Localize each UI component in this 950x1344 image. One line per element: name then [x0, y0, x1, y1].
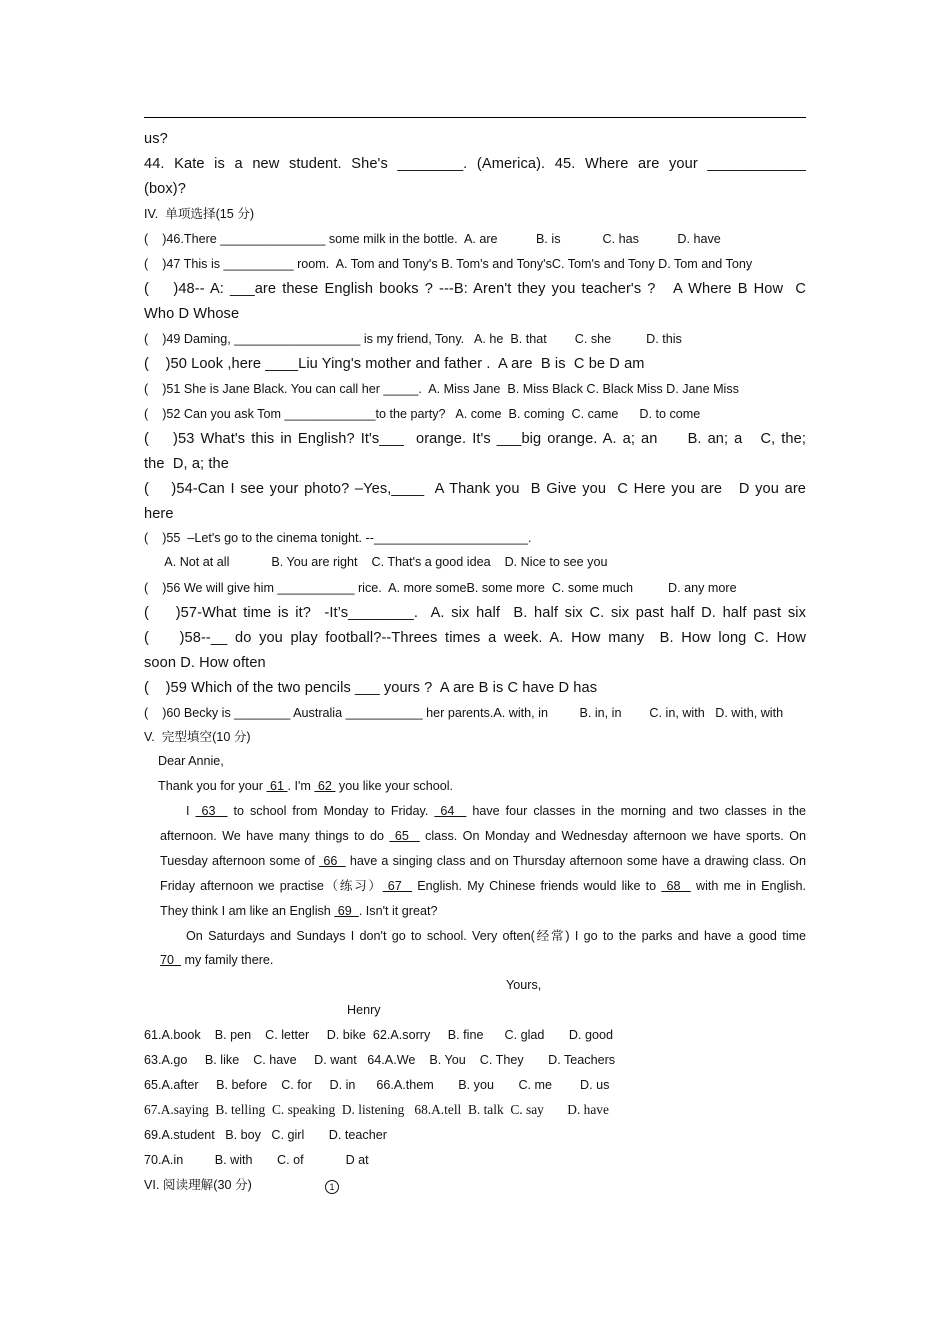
letter-line: 70 my family there. — [160, 953, 274, 967]
blank-64: 64 — [434, 804, 467, 818]
question-51: ( )51 She is Jane Black. You can call her _____. A. Miss Jane B. Miss Black C. Black Miss D. Jane Miss — [144, 382, 739, 396]
blank-69: 69 — [334, 904, 359, 918]
letter-line: Tuesday afternoon some of 66 have a singing class and on Thursday afternoon some have a drawing class. On — [160, 854, 807, 868]
question-48-cont: Who D Whose — [144, 306, 240, 322]
options-61-62: 61.A.book B. pen C. letter D. bike 62.A.sorry B. fine C. glad D. good — [144, 1028, 613, 1042]
options-65-66: 65.A.after B. before C. for D. in 66.A.them B. you C. me D. us — [144, 1078, 610, 1092]
section-heading-v: V. 完型填空(10 分) — [144, 730, 251, 744]
letter-line: Thank you for your 61 . I'm 62 you like your school. — [158, 779, 454, 793]
blank-65: 65 — [389, 829, 420, 843]
letter-line: afternoon. We have many things to do 65 class. On Monday and Wednesday afternoon we have sports. On — [160, 829, 807, 843]
question-54-cont: here — [144, 506, 174, 522]
blank-70: 70 — [160, 953, 182, 967]
text-line: (box)? — [144, 181, 186, 197]
question-48: ( )48-- A: ___are these English books ? ---B: Aren't they you teacher's ? A Where B How C — [144, 281, 806, 297]
options-70: 70.A.in B. with C. of D at — [144, 1153, 369, 1167]
question-56: ( )56 We will give him ___________ rice. A. more someB. some more C. some much D. any more — [144, 581, 737, 595]
blank-63: 63 — [195, 804, 228, 818]
header-rule — [144, 117, 806, 118]
question-55-options: A. Not at all B. You are right C. That's a good idea D. Nice to see you — [144, 555, 608, 569]
question-53-cont: the D, a; the — [144, 456, 229, 472]
question-58: ( )58--__ do you play football?--Threes times a week. A. How many B. How long C. How — [144, 630, 806, 646]
question-50: ( )50 Look ,here ____Liu Ying's mother and father . A are B is C be D am — [144, 356, 645, 372]
question-47: ( )47 This is __________ room. A. Tom and Tony's B. Tom's and Tony'sC. Tom's and Tony D. Tom and Tony — [144, 257, 753, 271]
question-59: ( )59 Which of the two pencils ___ yours ? A are B is C have D has — [144, 680, 598, 696]
question-46: ( )46.There _______________ some milk in the bottle. A. are B. is C. has D. have — [144, 232, 721, 246]
question-53: ( )53 What's this in English? It's___ orange. It's ___big orange. A. a; an B. an; a C, the; — [144, 431, 806, 447]
question-60: ( )60 Becky is ________ Australia ___________ her parents.A. with, in B. in, in C. in, with D. with, with — [144, 706, 784, 720]
letter-greeting: Dear Annie, — [158, 754, 224, 768]
question-44-45: 44. Kate is a new student. She's ________. (America). 45. Where are your ____________ — [144, 156, 806, 172]
blank-61: 61 — [266, 779, 288, 793]
options-63-64: 63.A.go B. like C. have D. want 64.A.We B. You C. They D. Teachers — [144, 1053, 616, 1067]
question-52: ( )52 Can you ask Tom _____________to the party? A. come B. coming C. came D. to come — [144, 407, 701, 421]
question-57: ( )57-What time is it? -It’s________. A. six half B. half six C. six past half D. half past six — [144, 605, 806, 621]
question-54: ( )54-Can I see your photo? –Yes,____ A Thank you B Give you C Here you are D you are — [144, 481, 806, 497]
letter-closing: Yours, — [506, 978, 542, 992]
text-line: us? — [144, 131, 168, 147]
blank-66: 66 — [319, 854, 346, 868]
letter-line: They think I am like an English 69 . Isn't it great? — [160, 904, 438, 918]
blank-67: 67 — [382, 879, 413, 893]
blank-68: 68 — [661, 879, 691, 893]
letter-line: On Saturdays and Sundays I don't go to school. Very often(经常) I go to the parks and have a good time — [186, 929, 806, 943]
letter-line: Friday afternoon we practise（练习） 67 English. My Chinese friends would like to 68 with me in English. — [160, 879, 806, 893]
options-69: 69.A.student B. boy C. girl D. teacher — [144, 1128, 387, 1142]
options-67-68: 67.A.saying B. telling C. speaking D. listening 68.A.tell B. talk C. say D. have — [144, 1102, 609, 1117]
section-heading-vi: VI. 阅读理解(30 分) — [144, 1178, 252, 1192]
blank-62: 62 — [314, 779, 336, 793]
letter-line: I 63 to school from Monday to Friday. 64 have four classes in the morning and two classes in the — [186, 804, 806, 818]
question-49: ( )49 Daming, __________________ is my friend, Tony. A. he B. that C. she D. this — [144, 332, 682, 346]
question-58-cont: soon D. How often — [144, 655, 266, 671]
letter-signature: Henry — [347, 1003, 381, 1017]
question-55: ( )55 –Let's go to the cinema tonight. --______________________. — [144, 531, 532, 545]
circled-number-marker: 1 — [325, 1178, 339, 1196]
section-heading-iv: IV. 单项选择(15 分) — [144, 207, 255, 221]
